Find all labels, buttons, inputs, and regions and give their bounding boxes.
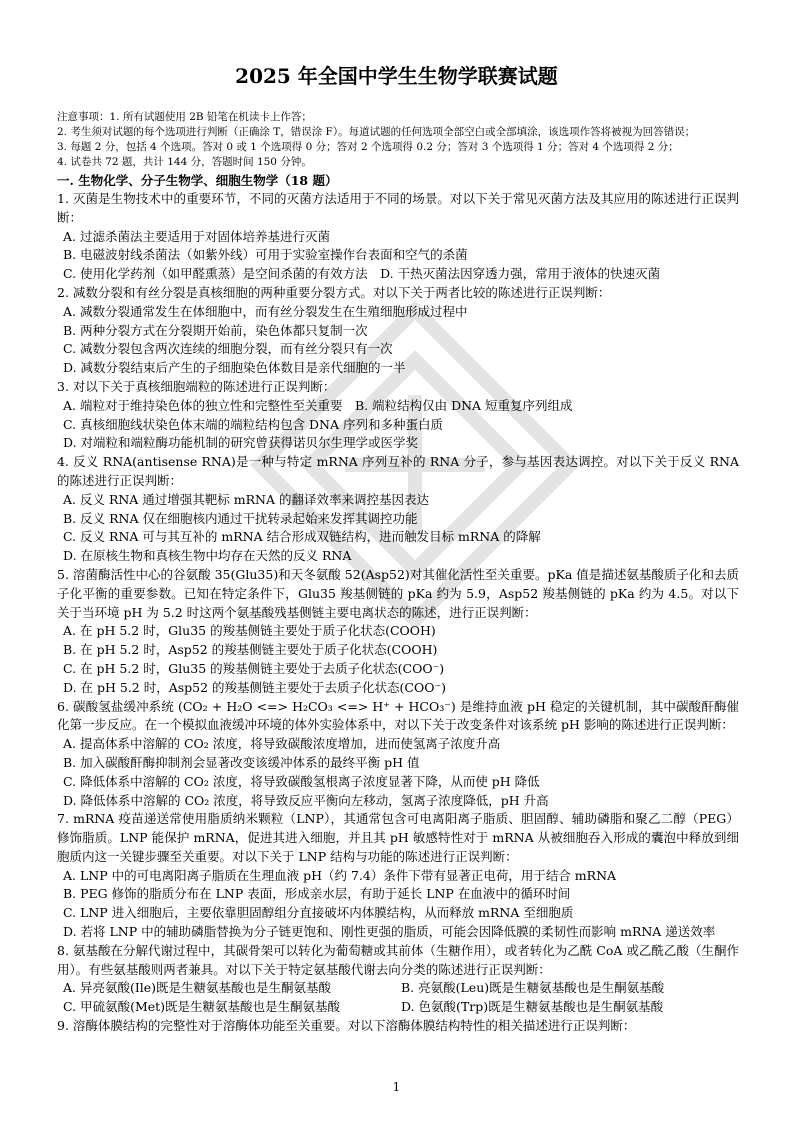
question-stem: 6. 碳酸氢盐缓冲系统 (CO₂ + H₂O <=> H₂CO₃ <=> H⁺ + HCO₃⁻) 是维持血液 pH 稳定的关键机制，其中碳酸酐酶催化第一步反应。在一个模拟血液缓冲环境的体外实验体系中，对以下关于改变条件对该系统 pH 影响的陈述进行正误判断： <box>57 698 739 733</box>
option-a: A. 反义 RNA 通过增强其靶标 mRNA 的翻译效率来调控基因表达 <box>63 491 429 507</box>
option-a: A. 过滤杀菌法主要适用于对固体培养基进行灭菌 <box>63 228 330 244</box>
option-b: B. 反义 RNA 仅在细胞核内通过干扰转录起始来发挥其调控功能 <box>63 510 418 526</box>
question-7 <box>57 810 739 942</box>
option-c-d: C. 使用化学药剂（如甲醛熏蒸）是空间杀菌的有效方法 D. 干热灭菌法因穿透力强，常用于液体的快速灭菌 <box>63 266 661 282</box>
instruction-line: 注意事项：1. 所有试题使用 2B 铅笔在机读卡上作答； <box>57 111 312 123</box>
option-a: A. 异亮氨酸(Ile)既是生糖氨基酸也是生酮氨基酸 <box>63 980 332 996</box>
exam-content <box>57 110 739 1036</box>
question-stem: 2. 减数分裂和有丝分裂是真核细胞的两种重要分裂方式。对以下关于两者比较的陈述进行正误判断： <box>57 284 611 300</box>
question-stem: 7. mRNA 疫苗递送常使用脂质纳米颗粒（LNP），其通常包含可电离阳离子脂质、胆固醇、辅助磷脂和聚乙二醇（PEG）修饰脂质。LNP 能保护 mRNA，促进其进入细胞，并且其 pH 敏感特性对于 mRNA 从被细胞吞入形成的囊泡中释放到细胞质内这一关键步骤至关重要。对以下关于 LNP 结构与功能的陈述进行正误判断： <box>57 811 739 864</box>
option-b: B. PEG 修饰的脂质分布在 LNP 表面，形成亲水层，有助于延长 LNP 在血液中的循环时间 <box>63 886 571 902</box>
option-b: B. 加入碳酸酐酶抑制剂会显著改变该缓冲体系的最终平衡 pH 值 <box>63 754 420 770</box>
options-row <box>63 979 739 998</box>
options-row <box>63 998 739 1017</box>
question-1 <box>57 190 739 284</box>
option-c: C. 减数分裂包含两次连续的细胞分裂，而有丝分裂只有一次 <box>63 341 393 357</box>
instructions <box>57 110 739 170</box>
question-5 <box>57 566 739 698</box>
option-d: D. 色氨酸(Trp)既是生糖氨基酸也是生酮氨基酸 <box>401 999 664 1015</box>
question-stem: 9. 溶酶体膜结构的完整性对于溶酶体功能至关重要。对以下溶酶体膜结构特性的相关描述进行正误判断： <box>57 1018 636 1034</box>
option-a: A. LNP 中的可电离阳离子脂质在生理血液 pH（约 7.4）条件下带有显著正电荷，用于结合 mRNA <box>63 867 617 883</box>
option-d: D. 减数分裂结束后产生的子细胞染色体数目是亲代细胞的一半 <box>63 360 406 376</box>
option-d: D. 若将 LNP 中的辅助磷脂替换为分子链更饱和、刚性更强的脂质，可能会因降低膜的柔韧性而影响 mRNA 递送效率 <box>63 924 716 940</box>
question-stem: 8. 氨基酸在分解代谢过程中，其碳骨架可以转化为葡萄糖或其前体（生糖作用），或者转化为乙酰 CoA 或乙酰乙酸（生酮作用）。有些氨基酸则两者兼具。对以下关于特定氨基酸代谢去向分类的陈述进行正误判断： <box>57 942 739 977</box>
option-c: C. 反义 RNA 可与其互补的 mRNA 结合形成双链结构，进而触发目标 mRNA 的降解 <box>63 529 541 545</box>
option-d: D. 在 pH 5.2 时，Asp52 的羧基侧链主要处于去质子化状态(COO⁻) <box>63 679 446 695</box>
instruction-line: 3. 每题 2 分，包括 4 个选项。答对 0 或 1 个选项得 0 分；答对 2 个选项得 0.2 分；答对 3 个选项得 1 分；答对 4 个选项得 2 分； <box>57 141 679 153</box>
option-a: A. 在 pH 5.2 时，Glu35 的羧基侧链主要处于质子化状态(COOH) <box>63 623 436 639</box>
question-3 <box>57 378 739 453</box>
page-number: 1 <box>392 1080 401 1094</box>
question-stem: 5. 溶菌酶活性中心的谷氨酸 35(Glu35)和天冬氨酸 52(Asp52)对其催化活性至关重要。pKa 值是描述氨基酸质子化和去质子化平衡的重要参数。已知在特定条件下，Glu35 羧基侧链的 pKa 约为 5.9，Asp52 羧基侧链的 pKa 约为 4.5。对以下关于当环境 pH 为 5.2 时这两个氨基酸残基侧链主要电离状态的陈述，进行正误判断： <box>57 566 739 620</box>
instruction-line: 2. 考生须对试题的每个选项进行判断（正确涂 T，错误涂 F）。每道试题的任何选项全部空白或全部填涂，该选项作答将被视为回答错误； <box>57 126 696 138</box>
question-9 <box>57 1017 739 1036</box>
question-8 <box>57 942 739 1017</box>
option-c: C. LNP 进入细胞后，主要依靠胆固醇组分直接破坏内体膜结构，从而释放 mRNA 至细胞质 <box>63 905 574 921</box>
option-d: D. 对端粒和端粒酶功能机制的研究曾获得诺贝尔生理学或医学奖 <box>63 435 419 451</box>
option-c: C. 甲硫氨酸(Met)既是生糖氨基酸也是生酮氨基酸 <box>63 999 341 1015</box>
option-b: B. 电磁波射线杀菌法（如紫外线）可用于实验室操作台表面和空气的杀菌 <box>63 247 468 263</box>
question-stem: 4. 反义 RNA(antisense RNA)是一种与特定 mRNA 序列互补的 RNA 分子，参与基因表达调控。对以下关于反义 RNA 的陈述进行正误判断： <box>57 454 739 488</box>
option-a-b: A. 端粒对于维持染色体的独立性和完整性至关重要 B. 端粒结构仅由 DNA 短重复序列组成 <box>63 397 573 413</box>
option-a: A. 提高体系中溶解的 CO₂ 浓度，将导致碳酸浓度增加，进而使氢离子浓度升高 <box>63 736 501 752</box>
option-d: D. 在原核生物和真核生物中均存在天然的反义 RNA <box>63 548 352 564</box>
option-b: B. 两种分裂方式在分裂期开始前，染色体都只复制一次 <box>63 322 368 338</box>
section-heading: 一. 生物化学、分子生物学、细胞生物学（18 题） <box>57 173 338 188</box>
option-b: B. 亮氨酸(Leu)既是生糖氨基酸也是生酮氨基酸 <box>401 980 665 996</box>
question-stem: 1. 灭菌是生物技术中的重要环节，不同的灭菌方法适用于不同的场景。对以下关于常见灭菌方法及其应用的陈述进行正误判断： <box>57 191 739 225</box>
option-d: D. 降低体系中溶解的 CO₂ 浓度，将导致反应平衡向左移动，氢离子浓度降低，pH 升高 <box>63 792 549 808</box>
exam-title: 2025 年全国中学生生物学联赛试题 <box>235 64 558 88</box>
question-2 <box>57 284 739 378</box>
question-4 <box>57 453 739 566</box>
option-c: C. 降低体系中溶解的 CO₂ 浓度，将导致碳酸氢根离子浓度显著下降，从而使 pH 降低 <box>63 773 540 789</box>
option-b: B. 在 pH 5.2 时，Asp52 的羧基侧链主要处于质子化状态(COOH) <box>63 642 438 658</box>
instruction-line: 4. 试卷共 72 题，共计 144 分，答题时间 150 分钟。 <box>57 156 312 168</box>
question-6 <box>57 698 739 811</box>
option-c: C. 在 pH 5.2 时，Glu35 的羧基侧链主要处于去质子化状态(COO⁻) <box>63 660 445 676</box>
option-c: C. 真核细胞线状染色体末端的端粒结构包含 DNA 序列和多种蛋白质 <box>63 416 443 432</box>
question-stem: 3. 对以下关于真核细胞端粒的陈述进行正误判断： <box>57 378 336 394</box>
option-a: A. 减数分裂通常发生在体细胞中，而有丝分裂发生在生殖细胞形成过程中 <box>63 303 468 319</box>
